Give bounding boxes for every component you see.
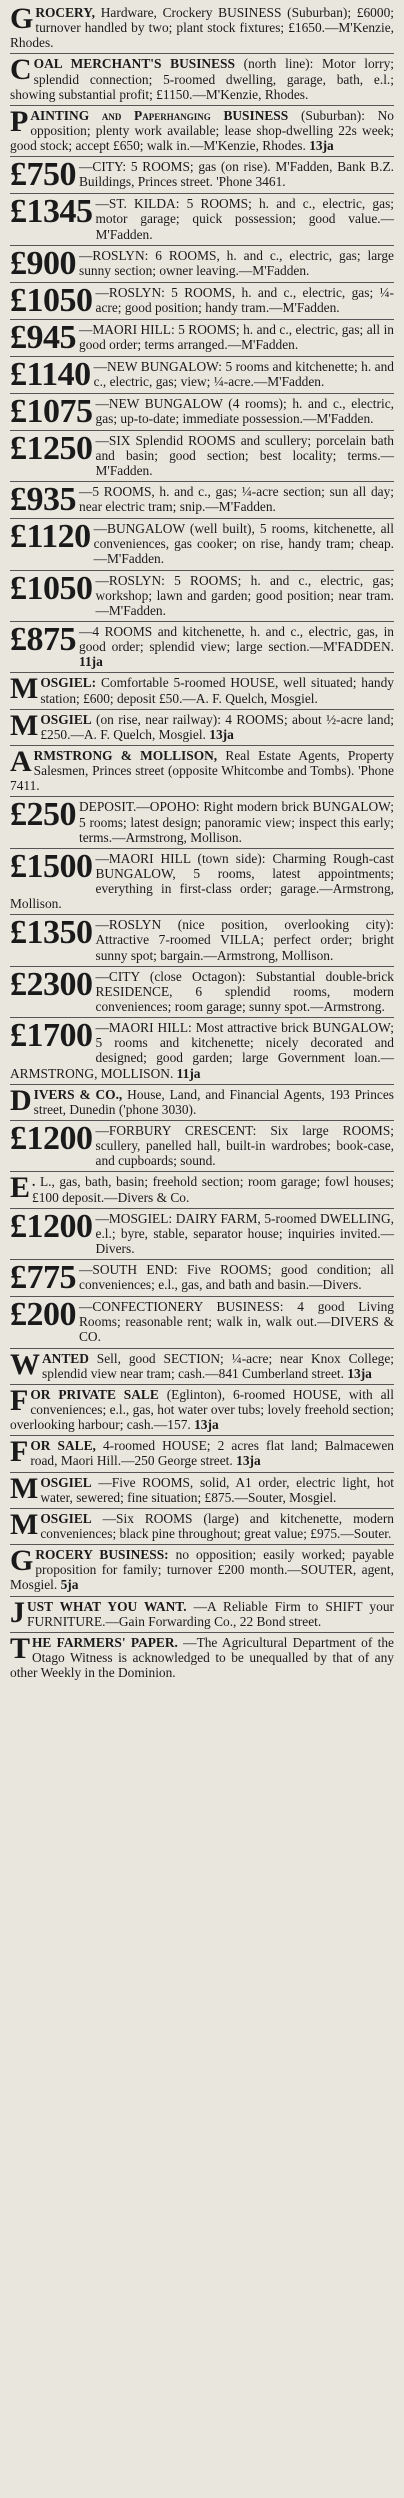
ad-price: £945 <box>10 318 76 356</box>
ad-body: —ROSLYN: 5 ROOMS, h. and c., electric, gas; ¼-acre; good position; handy tram.—M'Fadden. <box>95 284 394 315</box>
ad-body: L., gas, bath, basin; freehold section; room garage; fowl houses; £100 deposit.—Divers & Co. <box>32 1174 394 1205</box>
classified-ad <box>10 320 394 357</box>
ad-body: —The Agricultural Department of the Otago Witness is acknowledged to be unequalled by that of any other Weekly in the Dominion. <box>10 1634 394 1681</box>
classified-ad <box>10 482 394 519</box>
ad-body: —NEW BUNGALOW: 5 rooms and kitchenette; h. and c., electric, gas; view; ¼-acre.—M'Fadden. <box>93 358 394 389</box>
ad-body: —MAORI HILL (town side): Charming Rough-cast BUNGALOW, 5 rooms, latest appointments; everything in first-class order; garage.—Armstrong, Mollison. <box>10 850 394 912</box>
classified-ad <box>10 1509 394 1545</box>
classified-ad <box>10 1085 394 1121</box>
ad-body: —MAORI HILL: Most attractive brick BUNGALOW; 5 rooms and kitchenette; nicely decorated and designed; good garden; large Government loan.—ARMSTRONG, MOLLISON. <box>10 1020 394 1081</box>
ad-price: £1200 <box>10 1120 93 1158</box>
ad-body: (north line): Motor lorry; splendid connection; 5-roomed dwelling, garage, bath, e.l.; showing substantial profit; £1150.—M'Kenzie, Rhodes. <box>10 56 394 102</box>
classified-ad <box>10 246 394 283</box>
ad-body: —SOUTH END: Five ROOMS; good condition; all conveniences; e.l., gas, and bath and basin.—Divers. <box>79 1262 394 1293</box>
ad-body: —5 ROOMS, h. and c., gas; ¼-acre section; sun all day; near electric tram; snip.—M'Fadden. <box>79 484 394 515</box>
ad-body: —ROSLYN: 6 ROOMS, h. and c., electric, gas; large sunny section; owner leaving.—M'Fadden. <box>79 247 394 278</box>
ad-drop-cap: M <box>10 708 39 742</box>
classified-ad <box>10 1545 394 1596</box>
ad-body: —NEW BUNGALOW (4 rooms); h. and c., electric, gas; up-to-date; immediate possession.—M'Fadden. <box>95 395 394 426</box>
ad-body: —ROSLYN (nice position, overlooking city): Attractive 7-roomed VILLA; perfect order; bright sunny spot; bargain.—Armstrong, Mollison. <box>95 917 394 963</box>
ad-drop-cap: P <box>10 104 29 138</box>
ad-reference: 13ja <box>194 1417 219 1433</box>
ad-reference: 13ja <box>236 1453 261 1469</box>
ad-price: £1050 <box>10 569 93 607</box>
ad-price: £750 <box>10 156 76 194</box>
ad-lead: OR PRIVATE SALE <box>30 1386 159 1402</box>
classified-ad <box>10 1597 394 1633</box>
ad-reference: 13ja <box>309 138 334 154</box>
classified-ad <box>10 673 394 709</box>
ad-body: (on rise, near railway): 4 ROOMS; about ½-acre land; £250.—A. F. Quelch, Mosgiel. <box>40 711 394 742</box>
classified-ad <box>10 1473 394 1509</box>
ad-price: £250 <box>10 796 76 834</box>
classified-ad <box>10 1121 394 1172</box>
ad-price: £1120 <box>10 518 91 556</box>
ad-body: —4 ROOMS and kitchenette, h. and c., electric, gas, in good order; splendid view; large section.—M'FADDEN. <box>79 623 394 655</box>
ad-reference: 5ja <box>60 1577 79 1593</box>
ad-price: £200 <box>10 1296 76 1334</box>
ad-price: £1500 <box>10 847 93 885</box>
ad-drop-cap: C <box>10 53 32 87</box>
ad-lead: OR SALE, <box>30 1438 96 1454</box>
classified-ad <box>10 1209 394 1260</box>
ad-body: Sell, good SECTION; ¼-acre; near Knox College; splendid view near tram; cash.—841 Cumberland street. <box>42 1350 394 1381</box>
ad-body: Hardware, Crockery BUSINESS (Suburban); £6000; turnover handled by two; plant stock fixtures; £1650.—M'Kenzie, Rhodes. <box>10 5 394 51</box>
ad-price: £1345 <box>10 193 93 231</box>
ad-reference: 11ja <box>79 654 103 670</box>
classified-ad <box>10 1349 394 1385</box>
ad-body: —A Reliable Firm to SHIFT your FURNITURE.—Gain Forwarding Co., 22 Bond street. <box>27 1598 394 1629</box>
ad-reference: 11ja <box>176 1065 201 1081</box>
ad-drop-cap: M <box>10 672 39 706</box>
ad-body: House, Land, and Financial Agents, 193 Princes street, Dunedin ('phone 3030). <box>33 1086 394 1117</box>
ad-price: £875 <box>10 620 76 658</box>
ad-body: —Five ROOMS, solid, A1 order, electric light, hot water, sewered; fine situation; £875.—Souter, Mosgiel. <box>40 1474 394 1505</box>
ad-body: —Six ROOMS (large) and kitchenette, modern conveniences; black pine throughout; great value; £975.—Souter. <box>40 1510 394 1541</box>
classified-ad <box>10 431 394 482</box>
ad-lead: HE FARMERS' PAPER. <box>32 1634 178 1650</box>
ad-drop-cap: J <box>10 1595 25 1629</box>
ad-price: £1350 <box>10 914 93 952</box>
ad-drop-cap: G <box>10 1544 34 1578</box>
classified-ad <box>10 1018 394 1085</box>
ad-body: —CITY: 5 ROOMS; gas (on rise). M'Fadden, Bank B.Z. Buildings, Princes street. 'Phone 3461. <box>79 159 394 190</box>
ad-body: —ST. KILDA: 5 ROOMS; h. and c., electric, gas; motor garage; quick possession; good value.—M'Fadden. <box>95 196 394 242</box>
classified-ad <box>10 915 394 966</box>
classified-ad <box>10 746 394 797</box>
ad-lead: ANTED <box>42 1350 89 1366</box>
ad-lead: OSGIEL <box>40 711 92 727</box>
classified-ad <box>10 797 394 848</box>
ad-body: (Eglinton), 6-roomed HOUSE, with all conveniences; e.l., gas, hot water over tubs; lovely freehold section; overlooking harbour; cash.—157. <box>10 1386 394 1433</box>
ad-body: Real Estate Agents, Property Salesmen, Princes street (opposite Whitcombe and Tombs). 'Phone 7411. <box>10 747 394 794</box>
classified-ad <box>10 394 394 431</box>
classified-ad <box>10 1436 394 1472</box>
ad-reference: 13ja <box>209 726 234 742</box>
ad-lead: ROCERY, <box>35 5 96 20</box>
classified-ad <box>10 106 394 157</box>
ad-price: £900 <box>10 244 76 282</box>
ad-drop-cap: T <box>10 1631 31 1665</box>
ad-lead: OSGIEL <box>40 1510 92 1526</box>
ad-price: £775 <box>10 1259 76 1297</box>
ad-lead: OSGIEL <box>40 1474 92 1490</box>
ad-body: —BUNGALOW (well built), 5 rooms, kitchenette, all conveniences, gas cooker; on rise, handy tram; cheap.—M'Fadden. <box>93 521 394 567</box>
ad-price: £1700 <box>10 1017 93 1055</box>
ad-body: —FORBURY CRESCENT: Six large ROOMS; scullery, panelled hall, built-in wardrobes; book-case, and cupboards; sound. <box>95 1123 394 1169</box>
classified-ad <box>10 849 394 916</box>
ad-drop-cap: W <box>10 1347 40 1381</box>
ad-body: —MOSGIEL: DAIRY FARM, 5-roomed DWELLING, e.l.; byre, stable, separator house; inquiries invited.—Divers. <box>95 1210 394 1257</box>
ad-lead: ROCERY BUSINESS: <box>35 1547 169 1563</box>
classified-ad <box>10 194 394 245</box>
classified-ad <box>10 157 394 194</box>
classified-ad <box>10 571 394 622</box>
ad-lead: . <box>32 1174 36 1190</box>
ad-body: Comfortable 5-roomed HOUSE, well situated; handy station; £600; deposit £50.—A. F. Quelch, Mosgiel. <box>40 675 394 706</box>
classified-ad <box>10 54 394 105</box>
ad-lead: OAL MERCHANT'S BUSINESS <box>33 56 235 72</box>
ad-body: —CONFECTIONERY BUSINESS: 4 good Living Rooms; reasonable rent; walk in, walk out.—DIVERS & CO. <box>79 1299 394 1345</box>
ad-body: no opposition; easily worked; payable proposition for family; turnover £200 month.—SOUTER, agent, Mosgiel. <box>10 1547 395 1593</box>
ad-lead: AINTING and Paperhanging BUSINESS <box>30 107 289 123</box>
classified-ad <box>10 357 394 394</box>
ad-price: £2300 <box>10 965 93 1003</box>
ad-drop-cap: D <box>10 1083 32 1117</box>
ad-lead: RMSTRONG & MOLLISON, <box>33 747 218 763</box>
ad-body: —ROSLYN: 5 ROOMS; h. and c., electric, gas; workshop; lawn and garden; good position; near tram.—M'Fadden. <box>95 572 394 618</box>
ad-body: —SIX Splendid ROOMS and scullery; porcelain bath and basin; good section; best locality; terms.—M'Fadden. <box>95 432 394 478</box>
classified-ad <box>10 1172 394 1208</box>
classified-ad <box>10 1260 394 1297</box>
ad-drop-cap: E <box>10 1171 31 1205</box>
ad-drop-cap: M <box>10 1507 39 1541</box>
classified-ad <box>10 3 394 54</box>
ad-body: (Suburban): No opposition; plenty work available; lease shop-dwelling 22s week; good stock; accept £650; walk in.—M'Kenzie, Rhodes. <box>10 107 395 154</box>
ad-drop-cap: F <box>10 1435 29 1469</box>
ad-lead: UST WHAT YOU WANT. <box>27 1598 187 1614</box>
classified-ad <box>10 1633 394 1683</box>
ad-price: £1250 <box>10 429 93 467</box>
classified-ad <box>10 1297 394 1348</box>
ad-price: £1200 <box>10 1207 93 1245</box>
ad-price: £1140 <box>10 355 91 393</box>
ad-drop-cap: G <box>10 2 34 35</box>
ad-body: —MAORI HILL: 5 ROOMS; h. and c., electric, gas; all in good order; terms arranged.—M'Fadden. <box>79 321 394 352</box>
classified-ad <box>10 519 394 570</box>
ad-drop-cap: A <box>10 744 32 778</box>
classified-ad <box>10 967 394 1018</box>
ad-price: £1075 <box>10 392 93 430</box>
classified-ad <box>10 1385 394 1436</box>
classified-ad <box>10 710 394 746</box>
classified-ad <box>10 283 394 320</box>
ad-body: —CITY (close Octagon): Substantial double-brick RESIDENCE, 6 splendid rooms, modern conveniences; room garage; sunny spot.—Armstrong. <box>95 968 394 1015</box>
ad-drop-cap: M <box>10 1471 39 1505</box>
ad-body: 4-roomed HOUSE; 2 acres flat land; Balmacewen road, Maori Hill.—250 George street. <box>30 1438 394 1469</box>
ad-drop-cap: F <box>10 1383 29 1417</box>
ad-price: £1050 <box>10 281 93 319</box>
ad-price: £935 <box>10 481 76 519</box>
ad-lead: IVERS & CO., <box>33 1086 123 1102</box>
classified-ad <box>10 622 394 673</box>
ad-reference: 13ja <box>347 1365 372 1381</box>
ad-body: DEPOSIT.—OPOHO: Right modern brick BUNGALOW; 5 rooms; latest design; panoramic view; inspect this early; terms.—Armstrong, Mollison. <box>79 799 394 845</box>
ad-lead: OSGIEL: <box>40 675 97 691</box>
